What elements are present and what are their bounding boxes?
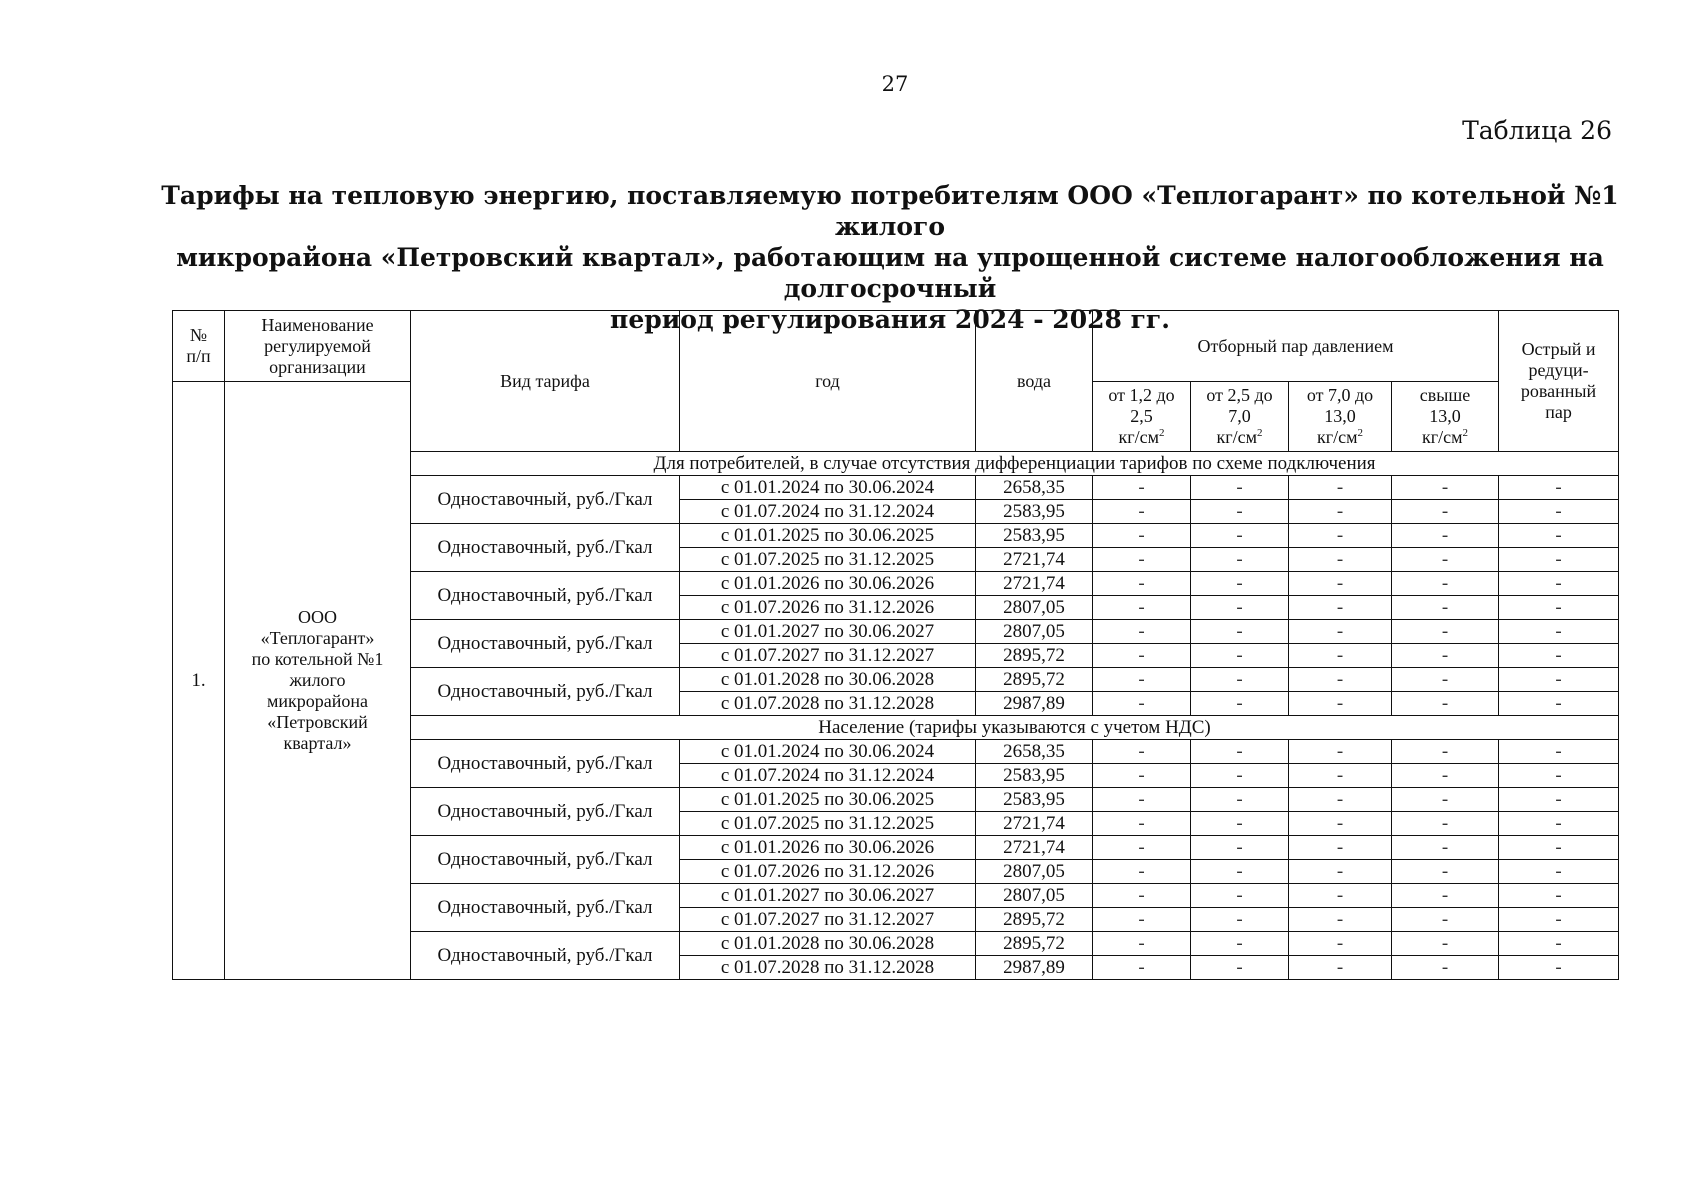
tariff-table: [172, 310, 1619, 980]
pressure-1-cell: -: [1093, 908, 1191, 932]
header-sharp-steam: Острый и редуци- рованный пар: [1499, 311, 1619, 452]
period-cell: с 01.07.2024 по 31.12.2024: [680, 764, 976, 788]
title-line: Тарифы на тепловую энергию, поставляемую потребителям ООО «Теплогарант» по котельной №1 жилого: [161, 181, 1619, 241]
sharp-steam-cell: -: [1499, 884, 1619, 908]
sharp-steam-cell: -: [1499, 692, 1619, 716]
pressure-1-cell: -: [1093, 644, 1191, 668]
period-cell: с 01.01.2025 по 30.06.2025: [680, 524, 976, 548]
tariff-type-cell: Одноставочный, руб./Гкал: [411, 884, 680, 932]
pressure-2-cell: -: [1191, 932, 1289, 956]
pressure-4-cell: -: [1392, 740, 1499, 764]
title-line: период регулирования 2024 - 2028 гг.: [610, 305, 1170, 334]
pressure-3-cell: -: [1289, 860, 1392, 884]
sharp-steam-cell: -: [1499, 812, 1619, 836]
pressure-4-cell: -: [1392, 476, 1499, 500]
pressure-2-cell: -: [1191, 500, 1289, 524]
pressure-2-cell: -: [1191, 476, 1289, 500]
pressure-3-cell: -: [1289, 740, 1392, 764]
pressure-3-cell: -: [1289, 812, 1392, 836]
water-value-cell: 2721,74: [976, 572, 1093, 596]
row-number: 1.: [173, 382, 225, 980]
pressure-1-cell: -: [1093, 524, 1191, 548]
header-pressure-4: свыше 13,0 $кг/см^2$: [1392, 382, 1499, 452]
tariff-type-cell: Одноставочный, руб./Гкал: [411, 836, 680, 884]
pressure-4-cell: -: [1392, 956, 1499, 980]
pressure-1-cell: -: [1093, 956, 1191, 980]
period-cell: с 01.07.2027 по 31.12.2027: [680, 644, 976, 668]
header-tariff-type: Вид тарифа: [411, 311, 680, 452]
pressure-3-cell: -: [1289, 572, 1392, 596]
sharp-steam-cell: -: [1499, 548, 1619, 572]
pressure-4-cell: -: [1392, 932, 1499, 956]
header-year: год: [680, 311, 976, 452]
sharp-steam-cell: -: [1499, 620, 1619, 644]
section-title: Население (тарифы указываются с учетом НДС): [411, 716, 1619, 740]
pressure-4-cell: -: [1392, 668, 1499, 692]
period-cell: с 01.07.2027 по 31.12.2027: [680, 908, 976, 932]
water-value-cell: 2721,74: [976, 812, 1093, 836]
tariff-type-cell: Одноставочный, руб./Гкал: [411, 668, 680, 716]
period-cell: с 01.07.2024 по 31.12.2024: [680, 500, 976, 524]
period-cell: с 01.07.2025 по 31.12.2025: [680, 812, 976, 836]
tariff-type-cell: Одноставочный, руб./Гкал: [411, 740, 680, 788]
pressure-2-cell: -: [1191, 764, 1289, 788]
pressure-3-cell: -: [1289, 596, 1392, 620]
pressure-2-cell: -: [1191, 524, 1289, 548]
sharp-steam-cell: -: [1499, 740, 1619, 764]
period-cell: с 01.01.2025 по 30.06.2025: [680, 788, 976, 812]
pressure-2-cell: -: [1191, 596, 1289, 620]
pressure-4-cell: -: [1392, 884, 1499, 908]
pressure-4-cell: -: [1392, 524, 1499, 548]
period-cell: с 01.01.2028 по 30.06.2028: [680, 668, 976, 692]
pressure-2-cell: -: [1191, 812, 1289, 836]
pressure-2-cell: -: [1191, 740, 1289, 764]
pressure-4-cell: -: [1392, 500, 1499, 524]
period-cell: с 01.07.2026 по 31.12.2026: [680, 860, 976, 884]
sharp-steam-cell: -: [1499, 788, 1619, 812]
water-value-cell: 2807,05: [976, 860, 1093, 884]
pressure-4-cell: -: [1392, 788, 1499, 812]
tariff-type-cell: Одноставочный, руб./Гкал: [411, 932, 680, 980]
period-cell: с 01.01.2027 по 30.06.2027: [680, 884, 976, 908]
sharp-steam-cell: -: [1499, 932, 1619, 956]
pressure-2-cell: -: [1191, 884, 1289, 908]
pressure-2-cell: -: [1191, 548, 1289, 572]
water-value-cell: 2583,95: [976, 764, 1093, 788]
header-number: № п/п: [173, 311, 225, 382]
water-value-cell: 2658,35: [976, 740, 1093, 764]
pressure-1-cell: -: [1093, 596, 1191, 620]
tariff-type-cell: Одноставочный, руб./Гкал: [411, 572, 680, 620]
pressure-1-cell: -: [1093, 812, 1191, 836]
pressure-4-cell: -: [1392, 764, 1499, 788]
period-cell: с 01.01.2027 по 30.06.2027: [680, 620, 976, 644]
header-water: вода: [976, 311, 1093, 452]
sharp-steam-cell: -: [1499, 644, 1619, 668]
pressure-1-cell: -: [1093, 620, 1191, 644]
pressure-3-cell: -: [1289, 476, 1392, 500]
section-title: Для потребителей, в случае отсутствия дифференциации тарифов по схеме подключения: [411, 452, 1619, 476]
sharp-steam-cell: -: [1499, 836, 1619, 860]
pressure-3-cell: -: [1289, 956, 1392, 980]
pressure-4-cell: -: [1392, 644, 1499, 668]
pressure-3-cell: -: [1289, 524, 1392, 548]
pressure-4-cell: -: [1392, 596, 1499, 620]
pressure-4-cell: -: [1392, 572, 1499, 596]
sharp-steam-cell: -: [1499, 476, 1619, 500]
table-caption: Таблица 26: [1462, 116, 1612, 145]
pressure-4-cell: -: [1392, 620, 1499, 644]
pressure-1-cell: -: [1093, 764, 1191, 788]
pressure-1-cell: -: [1093, 884, 1191, 908]
header-row: [173, 311, 1619, 382]
sharp-steam-cell: -: [1499, 956, 1619, 980]
title-line: микрорайона «Петровский квартал», работающим на упрощенной системе налогообложения на долгосрочный: [176, 243, 1604, 303]
header-pressure-2: от 2,5 до 7,0 $кг/см^2$: [1191, 382, 1289, 452]
pressure-4-cell: -: [1392, 812, 1499, 836]
pressure-1-cell: -: [1093, 500, 1191, 524]
pressure-1-cell: -: [1093, 572, 1191, 596]
page-number: 27: [881, 72, 909, 96]
pressure-3-cell: -: [1289, 644, 1392, 668]
period-cell: с 01.07.2028 по 31.12.2028: [680, 692, 976, 716]
pressure-2-cell: -: [1191, 668, 1289, 692]
pressure-3-cell: -: [1289, 548, 1392, 572]
sharp-steam-cell: -: [1499, 908, 1619, 932]
water-value-cell: 2721,74: [976, 548, 1093, 572]
water-value-cell: 2807,05: [976, 596, 1093, 620]
pressure-3-cell: -: [1289, 908, 1392, 932]
pressure-4-cell: -: [1392, 860, 1499, 884]
pressure-3-cell: -: [1289, 500, 1392, 524]
pressure-1-cell: -: [1093, 932, 1191, 956]
pressure-1-cell: -: [1093, 548, 1191, 572]
water-value-cell: 2987,89: [976, 956, 1093, 980]
pressure-1-cell: -: [1093, 740, 1191, 764]
pressure-4-cell: -: [1392, 548, 1499, 572]
period-cell: с 01.07.2026 по 31.12.2026: [680, 596, 976, 620]
pressure-2-cell: -: [1191, 836, 1289, 860]
tariff-type-cell: Одноставочный, руб./Гкал: [411, 620, 680, 668]
pressure-1-cell: -: [1093, 476, 1191, 500]
pressure-3-cell: -: [1289, 668, 1392, 692]
pressure-2-cell: -: [1191, 572, 1289, 596]
water-value-cell: 2721,74: [976, 836, 1093, 860]
pressure-3-cell: -: [1289, 884, 1392, 908]
pressure-2-cell: -: [1191, 644, 1289, 668]
water-value-cell: 2807,05: [976, 884, 1093, 908]
pressure-3-cell: -: [1289, 764, 1392, 788]
sharp-steam-cell: -: [1499, 500, 1619, 524]
pressure-4-cell: -: [1392, 836, 1499, 860]
sharp-steam-cell: -: [1499, 668, 1619, 692]
pressure-2-cell: -: [1191, 788, 1289, 812]
period-cell: с 01.01.2026 по 30.06.2026: [680, 572, 976, 596]
period-cell: с 01.07.2025 по 31.12.2025: [680, 548, 976, 572]
pressure-3-cell: -: [1289, 836, 1392, 860]
tariff-type-cell: Одноставочный, руб./Гкал: [411, 788, 680, 836]
water-value-cell: 2895,72: [976, 668, 1093, 692]
sharp-steam-cell: -: [1499, 860, 1619, 884]
header-organization: Наименование регулируемой организации: [225, 311, 411, 382]
pressure-3-cell: -: [1289, 932, 1392, 956]
sharp-steam-cell: -: [1499, 764, 1619, 788]
period-cell: с 01.01.2024 по 30.06.2024: [680, 740, 976, 764]
pressure-3-cell: -: [1289, 620, 1392, 644]
tariff-type-cell: Одноставочный, руб./Гкал: [411, 476, 680, 524]
pressure-2-cell: -: [1191, 956, 1289, 980]
header-pressure-1: от 1,2 до 2,5 $кг/см^2$: [1093, 382, 1191, 452]
water-value-cell: 2987,89: [976, 692, 1093, 716]
sharp-steam-cell: -: [1499, 572, 1619, 596]
water-value-cell: 2895,72: [976, 908, 1093, 932]
pressure-2-cell: -: [1191, 692, 1289, 716]
organization-name: ООО «Теплогарант» по котельной №1 жилого микрорайона «Петровский квартал»: [225, 382, 411, 980]
pressure-1-cell: -: [1093, 788, 1191, 812]
header-pressure-3: от 7,0 до 13,0 $кг/см^2$: [1289, 382, 1392, 452]
tariff-type-cell: Одноставочный, руб./Гкал: [411, 524, 680, 572]
water-value-cell: 2807,05: [976, 620, 1093, 644]
water-value-cell: 2583,95: [976, 524, 1093, 548]
period-cell: с 01.07.2028 по 31.12.2028: [680, 956, 976, 980]
water-value-cell: 2895,72: [976, 644, 1093, 668]
pressure-1-cell: -: [1093, 860, 1191, 884]
period-cell: с 01.01.2024 по 30.06.2024: [680, 476, 976, 500]
pressure-1-cell: -: [1093, 692, 1191, 716]
pressure-1-cell: -: [1093, 836, 1191, 860]
sharp-steam-cell: -: [1499, 524, 1619, 548]
period-cell: с 01.01.2026 по 30.06.2026: [680, 836, 976, 860]
pressure-3-cell: -: [1289, 692, 1392, 716]
sharp-steam-cell: -: [1499, 596, 1619, 620]
pressure-3-cell: -: [1289, 788, 1392, 812]
pressure-2-cell: -: [1191, 620, 1289, 644]
water-value-cell: 2583,95: [976, 500, 1093, 524]
pressure-1-cell: -: [1093, 668, 1191, 692]
water-value-cell: 2658,35: [976, 476, 1093, 500]
pressure-2-cell: -: [1191, 860, 1289, 884]
water-value-cell: 2583,95: [976, 788, 1093, 812]
water-value-cell: 2895,72: [976, 932, 1093, 956]
pressure-4-cell: -: [1392, 908, 1499, 932]
header-steam-group: Отборный пар давлением: [1093, 311, 1499, 382]
period-cell: с 01.01.2028 по 30.06.2028: [680, 932, 976, 956]
pressure-2-cell: -: [1191, 908, 1289, 932]
pressure-4-cell: -: [1392, 692, 1499, 716]
